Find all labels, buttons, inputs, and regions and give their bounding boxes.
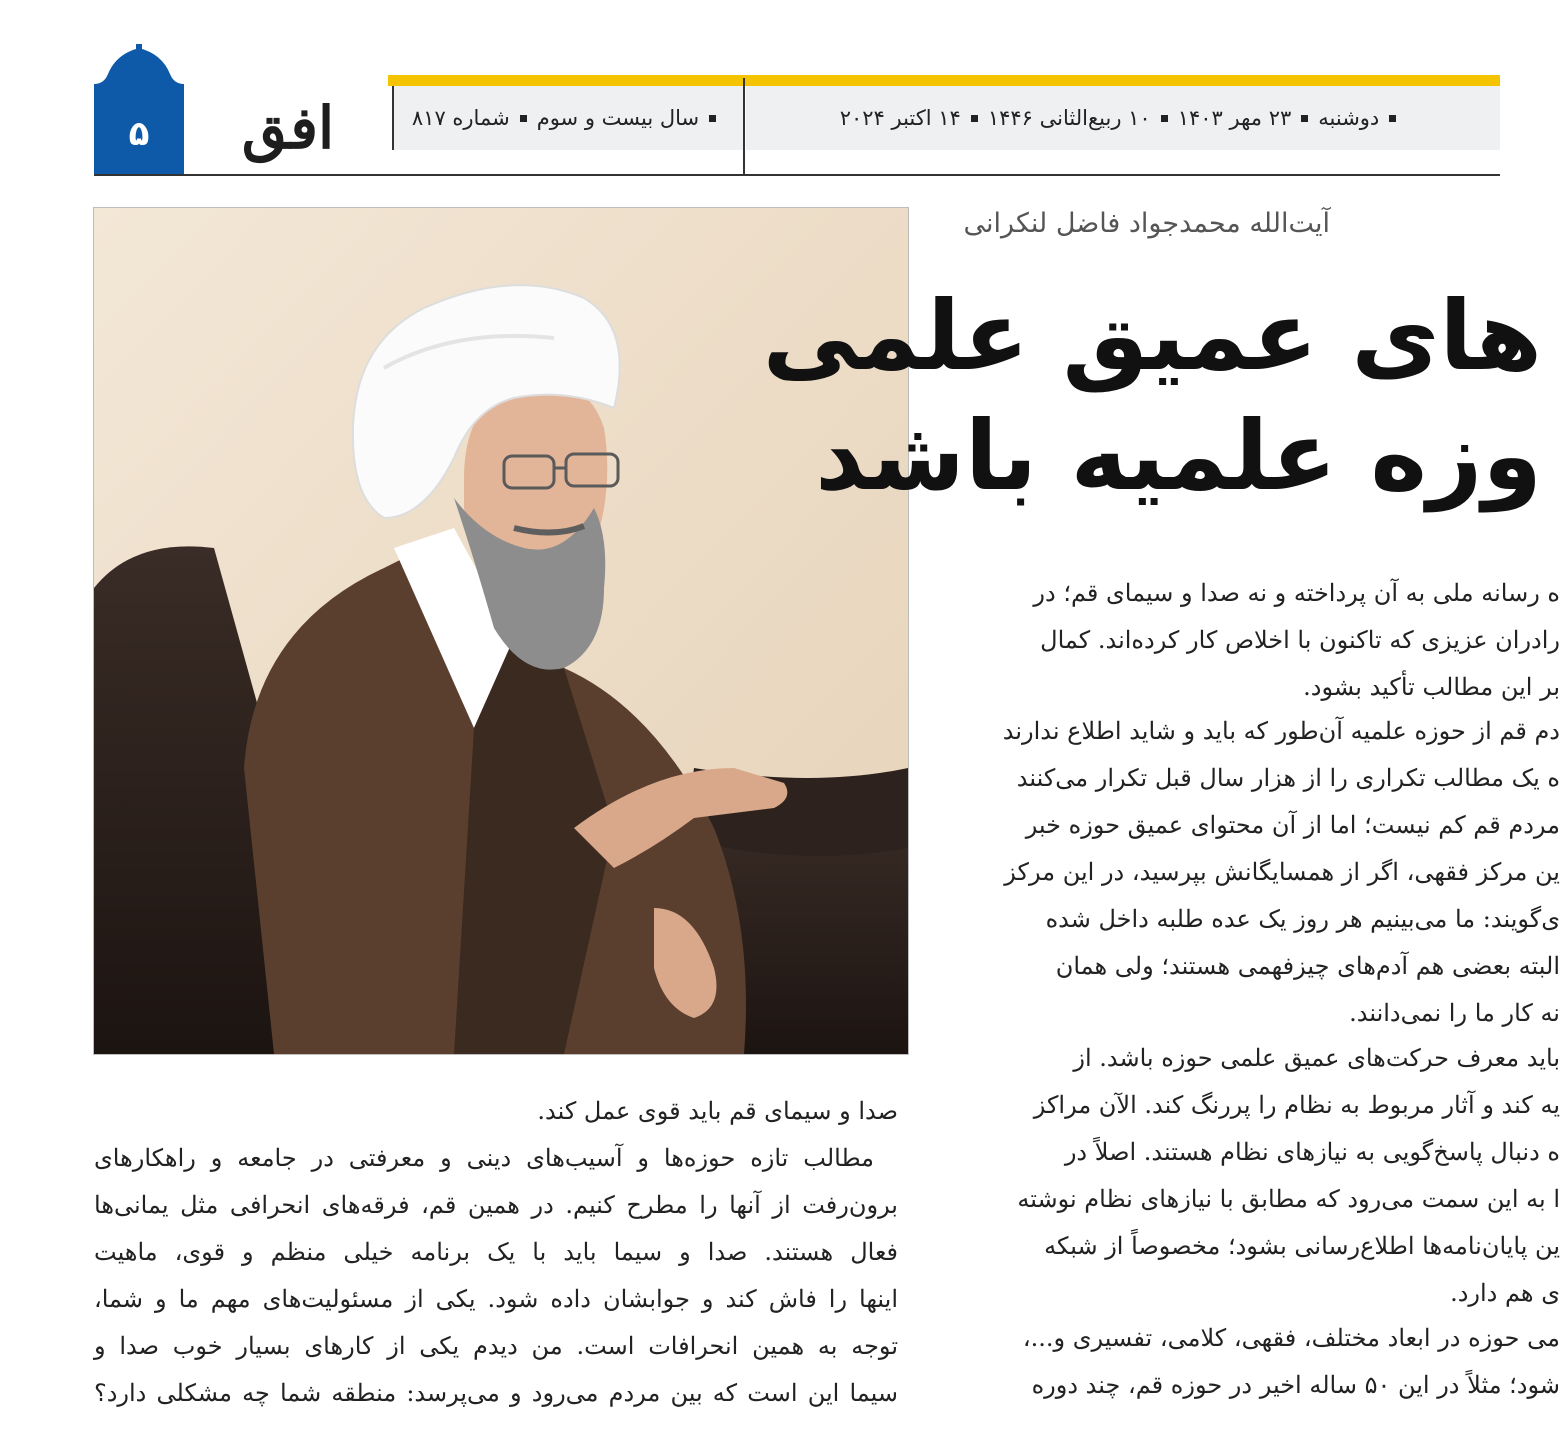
paragraph-line: سیما این است که بین مردم می‌رود و می‌پرسد: منطقه شما چه مشکلی دارد؟ — [94, 1379, 898, 1407]
date-info — [746, 86, 1500, 150]
paragraph-line: برون‌رفت از آنها را مطرح کنیم. در همین قم، فرقه‌های انحرافی مثل یمانی‌ها — [94, 1191, 898, 1219]
paragraph-line: مطالب تازه حوزه‌ها و آسیب‌های دینی و معرفتی در جامعه و راهکارهای — [94, 1144, 874, 1172]
headline-line-2: وزه علمیه باشد — [815, 400, 1542, 512]
paragraph-line: ه رسانه ملی به آن پرداخته و نه صدا و سیمای قم؛ در — [1033, 579, 1560, 607]
article-author: آیت‌الله محمدجواد فاضل لنکرانی — [963, 208, 1330, 239]
paragraph-line: مردم قم کم نیست؛ اما از آن محتوای عمیق حوزه خبر — [1025, 811, 1560, 839]
paragraph-line: بر این مطالب تأکید بشود. — [1303, 673, 1560, 701]
paragraph-line: شود؛ مثلاً در این ۵۰ ساله اخیر در حوزه قم، چند دوره — [1031, 1371, 1560, 1399]
bullet-icon — [1389, 115, 1396, 122]
issue-number: شماره ۸۱۷ — [411, 106, 510, 130]
paragraph-line: فعال هستند. صدا و سیما باید با یک برنامه خیلی منظم و قوی، ماهیت — [94, 1238, 898, 1266]
yellow-accent-bar — [388, 75, 1500, 86]
bullet-icon — [1301, 115, 1308, 122]
paragraph-line: صدا و سیمای قم باید قوی عمل کند. — [537, 1097, 898, 1125]
paragraph-line: ی هم دارد. — [1450, 1279, 1560, 1307]
paragraph-line: باید معرف حرکت‌های عمیق علمی حوزه باشد. از — [1073, 1044, 1560, 1072]
paragraph-line: ه دنبال پاسخ‌گویی به نیازهای نظام هستند. اصلاً در — [1064, 1138, 1560, 1166]
date-lunar: ۱۰ ربیع‌الثانی ۱۴۴۶ — [987, 106, 1151, 130]
paragraph-line: ا به این سمت می‌رود که مطابق با نیازهای نظام نوشته — [1017, 1185, 1560, 1213]
paragraph-line: ی‌گویند: ما می‌بینیم هر روز یک عده طلبه داخل شده — [1045, 905, 1560, 933]
issue-info — [392, 86, 744, 150]
paragraph-line: نه کار ما را نمی‌دانند. — [1349, 999, 1560, 1027]
publication-logo: افق — [241, 94, 335, 162]
date-gregorian: ۱۴ اکتبر ۲۰۲۴ — [839, 106, 961, 130]
paragraph-line: البته بعضی هم آدم‌های چیزفهمی هستند؛ ولی همان — [1055, 952, 1560, 980]
paragraph-line: توجه به همین انحرافات است. من دیدم یکی از کارهای بسیار خوب صدا و — [94, 1332, 898, 1360]
headline-line-1: های عمیق علمی — [762, 280, 1542, 392]
paragraph-line: رادران عزیزی که تاکنون با اخلاص کار کرده‌اند. کمال — [1040, 626, 1560, 654]
paragraph-line: ه یک مطالب تکراری را از هزار سال قبل تکرار می‌کنند — [1016, 764, 1560, 792]
paragraph-line: اینها را فاش کند و جوابشان داده شود. یکی از مسئولیت‌های مهم ما و شما، — [94, 1285, 898, 1313]
masthead-divider — [743, 78, 745, 176]
page-number: ۵ — [128, 114, 150, 154]
paragraph-line: ین مرکز فقهی، اگر از همسایگانش بپرسید، در این مرکز — [1004, 858, 1560, 886]
paragraph-line: یه کند و آثار مربوط به نظام را پررنگ کند. الآن مراکز — [1033, 1091, 1560, 1119]
date-weekday: دوشنبه — [1318, 106, 1380, 130]
bullet-icon — [520, 115, 527, 122]
paragraph-line: ین پایان‌نامه‌ها اطلاع‌رسانی بشود؛ مخصوصاً از شبکه — [1044, 1232, 1560, 1260]
paragraph-line: دم قم از حوزه علمیه آن‌طور که باید و شاید اطلاع ندارند — [1002, 717, 1560, 745]
masthead-rule — [94, 174, 1500, 176]
issue-year: سال بیست و سوم — [536, 106, 700, 130]
date-solar: ۲۳ مهر ۱۴۰۳ — [1177, 106, 1292, 130]
bullet-icon — [709, 115, 716, 122]
paragraph-line: می حوزه در ابعاد مختلف، فقهی، کلامی، تفسیری و...، — [1022, 1324, 1560, 1352]
bullet-icon — [1161, 115, 1168, 122]
bullet-icon — [971, 115, 978, 122]
